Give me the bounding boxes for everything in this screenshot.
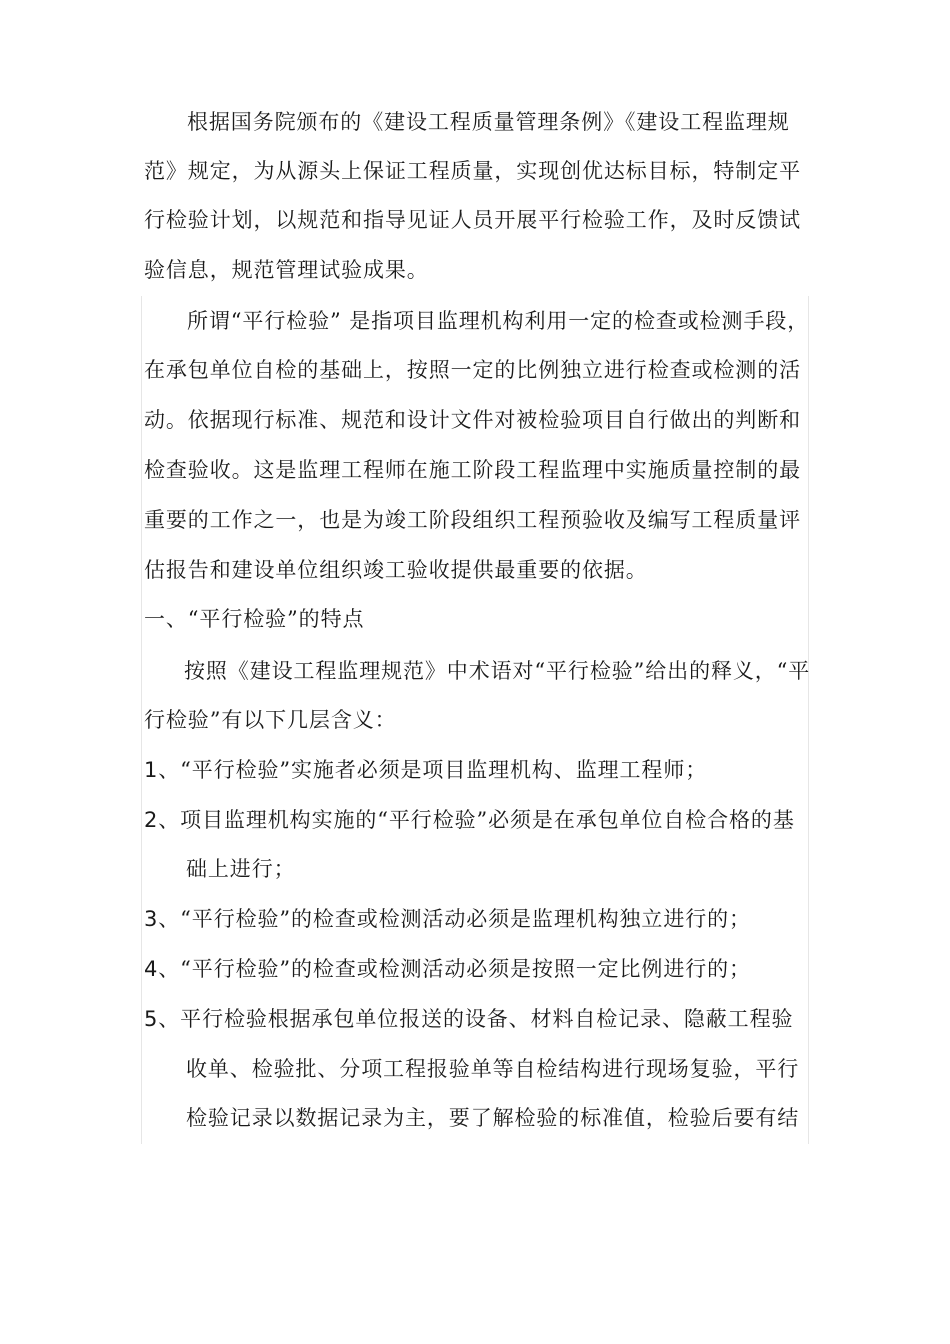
intro-line: 范》规定，为从源头上保证工程质量，实现创优达标目标，特制定平 — [144, 159, 801, 183]
list-item-continuation: 础上进行； — [186, 857, 296, 881]
list-item-text: 、项目监理机构实施的“平行检验”必须是在承包单位自检合格的基 — [158, 808, 795, 832]
section-heading: 一、“平行检验”的特点 — [144, 607, 365, 631]
definition-line: 检查验收。这是监理工程师在施工阶段工程监理中实施质量控制的最 — [144, 458, 801, 482]
list-item — [144, 907, 751, 931]
list-item-number: 5 — [144, 1007, 159, 1031]
definition-line: 重要的工作之一，也是为竣工阶段组织工程预验收及编写工程质量评 — [144, 508, 801, 532]
intro-line: 根据国务院颁布的《建设工程质量管理条例》《建设工程监理规 — [187, 110, 790, 134]
list-item-text: 、“平行检验”的检查或检测活动必须是按照一定比例进行的； — [158, 957, 751, 981]
list-item-text: 、“平行检验”实施者必须是项目监理机构、监理工程师； — [158, 758, 708, 782]
section-intro-line: 行检验”有以下几层含义： — [144, 708, 397, 732]
text-frame-left-border — [141, 296, 142, 1144]
definition-line: 所谓“平行检验” 是指项目监理机构利用一定的检查或检测手段， — [187, 309, 810, 333]
intro-line: 验信息，规范管理试验成果。 — [144, 258, 429, 282]
list-item-text: 、“平行检验”的检查或检测活动必须是监理机构独立进行的； — [158, 907, 751, 931]
list-item-number: 4 — [144, 957, 159, 981]
list-item-text: 、平行检验根据承包单位报送的设备、材料自检记录、隐蔽工程验 — [158, 1007, 794, 1031]
text-frame-right-border — [808, 296, 809, 1144]
list-item-number: 3 — [144, 907, 159, 931]
list-item — [144, 957, 751, 981]
definition-line: 动。依据现行标准、规范和设计文件对被检验项目自行做出的判断和 — [144, 408, 801, 432]
list-item — [144, 1007, 793, 1031]
list-item — [144, 808, 795, 832]
definition-line: 估报告和建设单位组织竣工验收提供最重要的依据。 — [144, 558, 648, 582]
list-item-number: 2 — [144, 808, 159, 832]
list-item-continuation: 检验记录以数据记录为主，要了解检验的标准值，检验后要有结 — [186, 1106, 800, 1130]
section-intro-line: 按照《建设工程监理规范》中术语对“平行检验”给出的释义，“平 — [184, 659, 811, 683]
list-item — [144, 758, 707, 782]
definition-line: 在承包单位自检的基础上，按照一定的比例独立进行检查或检测的活 — [144, 358, 801, 382]
list-item-number: 1 — [144, 758, 159, 782]
list-item-continuation: 收单、检验批、分项工程报验单等自检结构进行现场复验，平行 — [186, 1057, 800, 1081]
intro-line: 行检验计划，以规范和指导见证人员开展平行检验工作，及时反馈试 — [144, 208, 801, 232]
